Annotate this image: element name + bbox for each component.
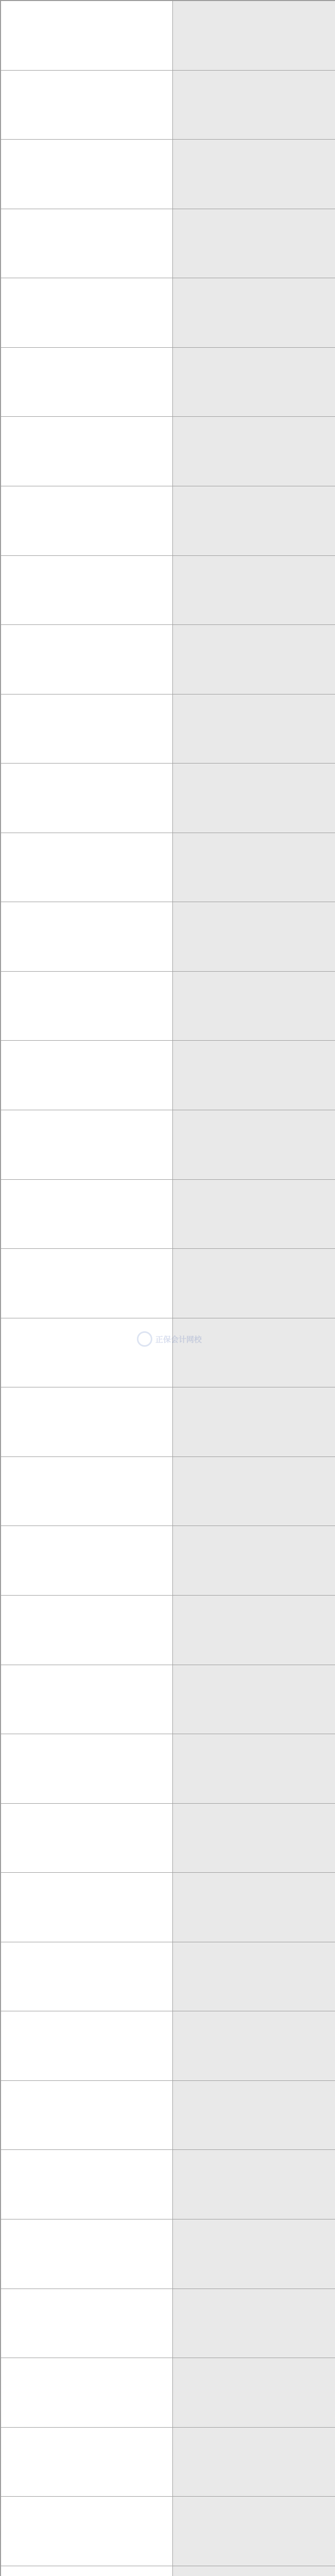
comparison-row <box>1 1942 335 2011</box>
new-provision-cell <box>173 2497 335 2566</box>
comparison-row <box>1 1179 335 1249</box>
new-provision-cell <box>173 486 335 555</box>
comparison-row <box>1 1526 335 1596</box>
old-provision-cell <box>1 971 173 1041</box>
comparison-row <box>1 1110 335 1180</box>
old-provision-cell <box>1 417 173 486</box>
old-provision-cell <box>1 1 173 71</box>
old-provision-cell <box>1 2080 173 2150</box>
comparison-row <box>1 625 335 694</box>
new-provision-cell <box>173 2358 335 2428</box>
new-provision-cell <box>173 347 335 417</box>
comparison-row <box>1 694 335 764</box>
old-provision-cell <box>1 1942 173 2011</box>
new-provision-cell <box>173 1387 335 1457</box>
old-provision-cell <box>1 1249 173 1318</box>
comparison-row <box>1 2080 335 2150</box>
new-provision-cell <box>173 2080 335 2150</box>
new-provision-cell <box>173 417 335 486</box>
new-provision-cell <box>173 140 335 209</box>
new-provision-cell <box>173 1665 335 1734</box>
new-provision-cell <box>173 555 335 625</box>
old-provision-cell <box>1 2358 173 2428</box>
new-provision-cell <box>173 70 335 140</box>
old-provision-cell <box>1 2289 173 2358</box>
comparison-row <box>1 1734 335 1804</box>
new-provision-cell <box>173 1041 335 1110</box>
comparison-row <box>1 764 335 833</box>
old-provision-cell <box>1 625 173 694</box>
old-provision-cell <box>1 2497 173 2566</box>
old-provision-cell <box>1 2011 173 2081</box>
new-provision-cell <box>173 278 335 348</box>
old-provision-cell <box>1 1665 173 1734</box>
old-provision-cell <box>1 140 173 209</box>
new-provision-cell <box>173 1942 335 2011</box>
old-provision-cell <box>1 1526 173 1596</box>
comparison-row <box>1 2566 335 2576</box>
new-provision-cell <box>173 625 335 694</box>
comparison-row <box>1 2427 335 2497</box>
comparison-row <box>1 347 335 417</box>
new-provision-cell <box>173 1803 335 1873</box>
old-provision-cell <box>1 1110 173 1180</box>
new-provision-cell <box>173 1249 335 1318</box>
comparison-row <box>1 1665 335 1734</box>
comparison-row <box>1 902 335 972</box>
new-provision-cell <box>173 2011 335 2081</box>
comparison-row <box>1 2219 335 2289</box>
old-provision-cell <box>1 2219 173 2289</box>
new-provision-cell <box>173 971 335 1041</box>
new-provision-cell <box>173 902 335 972</box>
comparison-row <box>1 2497 335 2566</box>
old-provision-cell <box>1 1179 173 1249</box>
old-provision-cell <box>1 555 173 625</box>
comparison-row <box>1 70 335 140</box>
new-provision-cell <box>173 1873 335 1942</box>
comparison-row <box>1 1595 335 1665</box>
old-provision-cell <box>1 833 173 902</box>
comparison-row <box>1 1249 335 1318</box>
comparison-row <box>1 1041 335 1110</box>
new-provision-cell <box>173 694 335 764</box>
new-provision-cell <box>173 833 335 902</box>
comparison-row <box>1 486 335 555</box>
new-provision-cell <box>173 1318 335 1387</box>
old-provision-cell <box>1 278 173 348</box>
old-provision-cell <box>1 694 173 764</box>
old-provision-cell <box>1 1873 173 1942</box>
new-provision-cell <box>173 1110 335 1180</box>
new-provision-cell <box>173 1595 335 1665</box>
comparison-table <box>1 1 335 2576</box>
comparison-row <box>1 833 335 902</box>
comparison-row <box>1 278 335 348</box>
watermark-text: 正保会计网校 <box>155 1334 202 1344</box>
comparison-row <box>1 1803 335 1873</box>
new-provision-cell <box>173 2219 335 2289</box>
new-provision-cell <box>173 1 335 71</box>
old-provision-cell <box>1 2427 173 2497</box>
old-provision-cell <box>1 2150 173 2219</box>
old-provision-cell <box>1 1041 173 1110</box>
comparison-row <box>1 555 335 625</box>
old-provision-cell <box>1 1318 173 1387</box>
comparison-row <box>1 417 335 486</box>
old-provision-cell <box>1 764 173 833</box>
new-provision-cell <box>173 1526 335 1596</box>
new-provision-cell <box>173 2566 335 2576</box>
new-provision-cell <box>173 2289 335 2358</box>
old-provision-cell <box>1 1387 173 1457</box>
new-provision-cell <box>173 1456 335 1526</box>
new-provision-cell <box>173 2427 335 2497</box>
old-provision-cell <box>1 2566 173 2576</box>
old-provision-cell <box>1 1734 173 1804</box>
comparison-row <box>1 1318 335 1387</box>
new-provision-cell <box>173 1179 335 1249</box>
comparison-row <box>1 2011 335 2081</box>
comparison-table-body <box>1 1 335 2576</box>
old-provision-cell <box>1 1456 173 1526</box>
old-provision-cell <box>1 70 173 140</box>
comparison-row <box>1 1387 335 1457</box>
new-provision-cell <box>173 1734 335 1804</box>
old-provision-cell <box>1 1803 173 1873</box>
comparison-row <box>1 2289 335 2358</box>
old-provision-cell <box>1 209 173 278</box>
comparison-row <box>1 2150 335 2219</box>
old-provision-cell <box>1 347 173 417</box>
new-provision-cell <box>173 2150 335 2219</box>
old-provision-cell <box>1 1595 173 1665</box>
comparison-row <box>1 2358 335 2428</box>
old-provision-cell <box>1 486 173 555</box>
comparison-row <box>1 140 335 209</box>
comparison-row <box>1 209 335 278</box>
old-provision-cell <box>1 902 173 972</box>
comparison-row <box>1 971 335 1041</box>
comparison-row <box>1 1873 335 1942</box>
comparison-row <box>1 1456 335 1526</box>
comparison-row <box>1 1 335 71</box>
new-provision-cell <box>173 764 335 833</box>
new-provision-cell <box>173 209 335 278</box>
